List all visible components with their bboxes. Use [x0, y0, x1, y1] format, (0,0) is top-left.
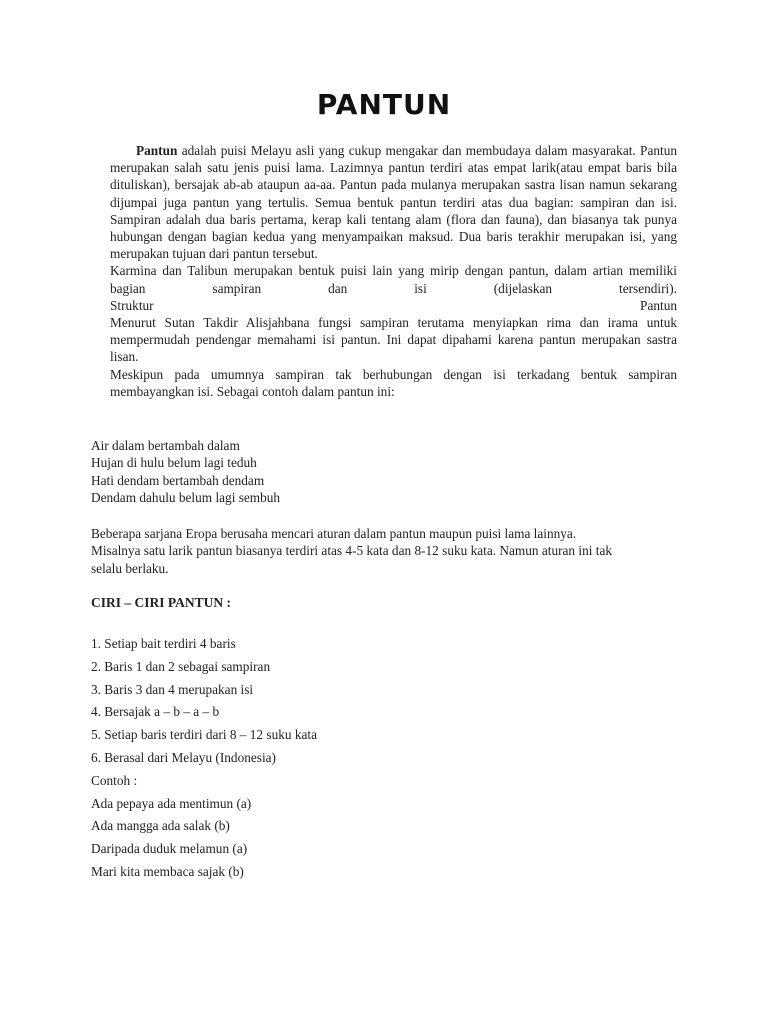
list-item: Ada mangga ada salak (b) [91, 818, 230, 834]
list-item: Ada pepaya ada mentimun (a) [91, 795, 252, 811]
poem-line: Hati dendam bertambah dendam [91, 472, 265, 488]
list-item: 2. Baris 1 dan 2 sebagai sampiran [91, 658, 271, 674]
poem-line: Dendam dahulu belum lagi sembuh [91, 490, 281, 506]
list-item: 4. Bersajak a – b – a – b [91, 704, 220, 720]
characteristics-heading: CIRI – CIRI PANTUN : [91, 595, 232, 610]
characteristics-list [91, 633, 671, 884]
scholars-paragraph [91, 525, 691, 577]
intro-bold-term: Pantun [136, 143, 178, 158]
poem-line: Air dalam bertambah dalam [91, 438, 240, 453]
example-poem [91, 437, 671, 507]
scholars-line: Misalnya satu larik pantun biasanya terdiri atas 4-5 kata dan 8-12 suku kata. Namun aturan ini tak [91, 543, 613, 559]
list-item: 3. Baris 3 dan 4 merupakan isi [91, 681, 254, 697]
list-item: Contoh : [91, 772, 138, 788]
intro-paragraph-text: adalah puisi Melayu asli yang cukup mengakar dan membudaya dalam masyarakat. Pantun merupakan salah satu jenis puisi lama. Lazimnya pantun terdiri atas empat larik(atau empat baris bila dituliskan), bersajak ab-ab ataupun aa-aa. Pantun pada mulanya merupakan sastra lisan namun sekarang dijumpai juga pantun yang tertulis. Semua bentuk pantun terdiri atas dua bagian: sampiran dan isi. Sampiran adalah dua baris pertama, kerap kali tentang alam (flora dan fauna), dan biasanya tak punya hubungan dengan bagian kedua yang menyampaikan maksud. Dua baris terakhir merupakan isi, yang merupakan tujuan dari pantun tersebut. [110, 143, 677, 262]
intro-paragraph-example: Meskipun pada umumnya sampiran tak berhubungan dengan isi terkadang bentuk sampiran membayangkan isi. Sebagai contoh dalam pantun ini: [110, 366, 677, 399]
list-item: Mari kita membaca sajak (b) [91, 863, 244, 879]
intro-paragraph-function: Menurut Sutan Takdir Alisjahbana fungsi sampiran terutama menyiapkan rima dan irama untuk mempermudah pendengar memahami isi pantun. Ini dapat dipahami karena pantun merupakan sastra lisan. [110, 315, 677, 365]
page-title: PANTUN [316, 88, 452, 121]
intro-paragraph-karmina: Karmina dan Talibun merupakan bentuk puisi lain yang mirip dengan pantun, dalam artian memiliki bagian sampiran dan isi (dijelaskan tersendiri). [110, 263, 677, 296]
poem-line: Hujan di hulu belum lagi teduh [91, 455, 257, 471]
scholars-line: selalu berlaku. [91, 560, 169, 576]
scholars-line: Beberapa sarjana Eropa berusaha mencari aturan dalam pantun maupun puisi lama lainnya. [91, 526, 577, 541]
intro-paragraph-structure: Struktur Pantun [110, 297, 677, 313]
list-item: 1. Setiap bait terdiri 4 baris [91, 636, 236, 651]
list-item: Daripada duduk melamun (a) [91, 841, 248, 857]
list-item: 5. Setiap baris terdiri dari 8 – 12 suku kata [91, 727, 317, 743]
intro-paragraph-definition [110, 142, 677, 262]
list-item: 6. Berasal dari Melayu (Indonesia) [91, 749, 276, 765]
intro-section [110, 142, 677, 400]
